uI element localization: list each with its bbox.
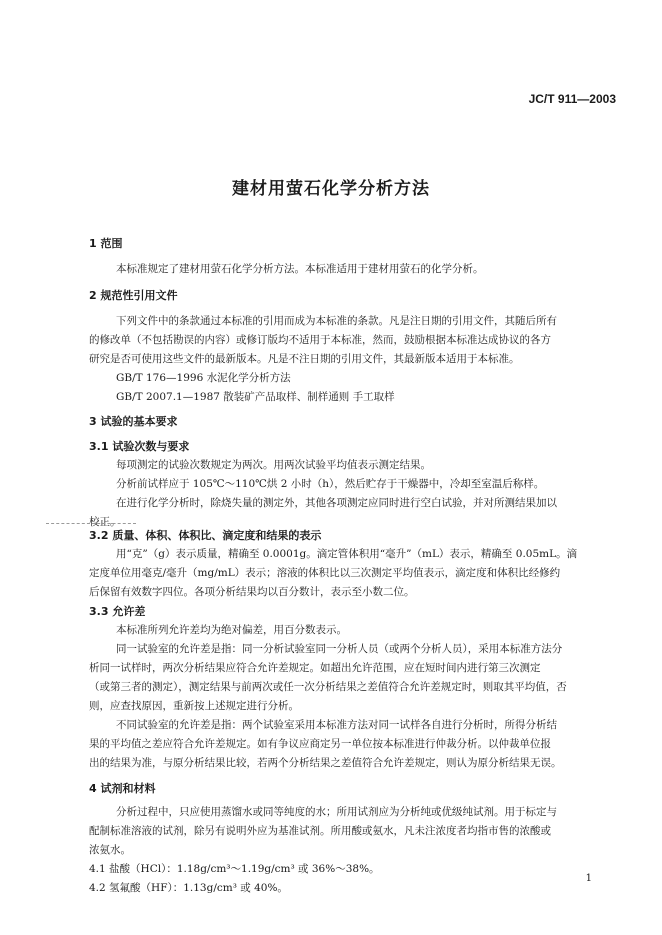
section-heading: 4 试剂和材料 (89, 782, 156, 795)
paragraph-line: （或第三者的测定），测定结果与前两次或任一次分析结果之差值符合允许差规定时，则取其平均值，否 (89, 681, 567, 693)
paragraph-line: 在进行化学分析时，除烧失量的测定外，其他各项测定应同时进行空白试验，并对所测结果加以 (116, 497, 557, 509)
paragraph-line: 则，应查找原因，重新按上述规定进行分析。 (89, 700, 299, 712)
document-title: 建材用萤石化学分析方法 (232, 179, 430, 199)
paragraph-line: 分析前试样应于 105℃～110℃烘 2 小时（h），然后贮存于干燥器中，冷却至室温后称样。 (116, 478, 545, 490)
paragraph-line: 配制标准溶液的试剂，除另有说明外应为基准试剂。所用酸或氨水，凡未注浓度者均指市售的浓酸或 (89, 825, 551, 837)
reagent-item: 4.1 盐酸（HCl）：1.18g/cm³～1.19g/cm³ 或 36%～38%。 (89, 863, 380, 875)
section-heading: 2 规范性引用文件 (89, 289, 178, 302)
paragraph-line: 浓氨水。 (89, 844, 131, 856)
paragraph-line: 本标准规定了建材用萤石化学分析方法。本标准适用于建材用萤石的化学分析。 (116, 263, 484, 275)
paragraph-line: 出的结果为准，与原分析结果比较，若两个分析结果之差值符合允许差规定，则认为原分析结果无误。 (89, 757, 562, 769)
paragraph-line: 本标准所列允许差均为绝对偏差，用百分数表示。 (116, 624, 347, 636)
paragraph-line: 析同一试样时，两次分析结果应符合允许差规定。如超出允许范围，应在短时间内进行第三次测定 (89, 662, 541, 674)
paragraph-line: 后保留有效数字四位。各项分析结果均以百分数计，表示至小数二位。 (89, 586, 415, 598)
standard-number: JC/T 911—2003 (528, 92, 616, 106)
scan-artifact-line (46, 523, 136, 524)
paragraph-line: 定度单位用毫克/毫升（mg/mL）表示；溶液的体积比以三次测定平均值表示，滴定度和体积比经修约 (89, 567, 561, 579)
paragraph-line: 校正。 (89, 516, 121, 528)
paragraph-line: 用“克”（g）表示质量，精确至 0.0001g。滴定管体积用“毫升”（mL）表示，精确至 0.05mL。滴 (116, 548, 578, 560)
subsection-heading: 3.3 允许差 (89, 605, 146, 618)
paragraph-line: 不同试验室的允许差是指：两个试验室采用本标准方法对同一试样各自进行分析时，所得分析结 (116, 719, 557, 731)
paragraph-line: 研究是否可使用这些文件的最新版本。凡是不注日期的引用文件，其最新版本适用于本标准。 (89, 353, 520, 365)
section-heading: 3 试验的基本要求 (89, 415, 178, 428)
reference-item: GB/T 176—1996 水泥化学分析方法 (116, 372, 291, 384)
section-heading: 1 范围 (89, 237, 123, 250)
paragraph-line: 同一试验室的允许差是指：同一分析试验室同一分析人员（或两个分析人员），采用本标准方法分 (116, 643, 563, 655)
paragraph-line: 分析过程中，只应使用蒸馏水或同等纯度的水；所用试剂应为分析纯或优级纯试剂。用于标定与 (116, 806, 557, 818)
subsection-heading: 3.1 试验次数与要求 (89, 440, 190, 453)
subsection-heading: 3.2 质量、体积、体积比、滴定度和结果的表示 (89, 529, 322, 542)
reagent-item: 4.2 氢氟酸（HF）：1.13g/cm³ 或 40%。 (89, 882, 288, 894)
paragraph-line: 的修改单（不包括勘误的内容）或修订版均不适用于本标准，然而，鼓励根据本标准达成协议的各方 (89, 334, 551, 346)
paragraph-line: 每项测定的试验次数规定为两次。用两次试验平均值表示测定结果。 (116, 459, 431, 471)
paragraph-line: 下列文件中的条款通过本标准的引用而成为本标准的条款。凡是注日期的引用文件，其随后所有 (116, 315, 557, 327)
reference-item: GB/T 2007.1—1987 散装矿产品取样、制样通则 手工取样 (116, 391, 395, 403)
page-number: 1 (585, 873, 592, 884)
paragraph-line: 果的平均值之差应符合允许差规定。如有争议应商定另一单位按本标准进行仲裁分析。以仲裁单位报 (89, 738, 551, 750)
